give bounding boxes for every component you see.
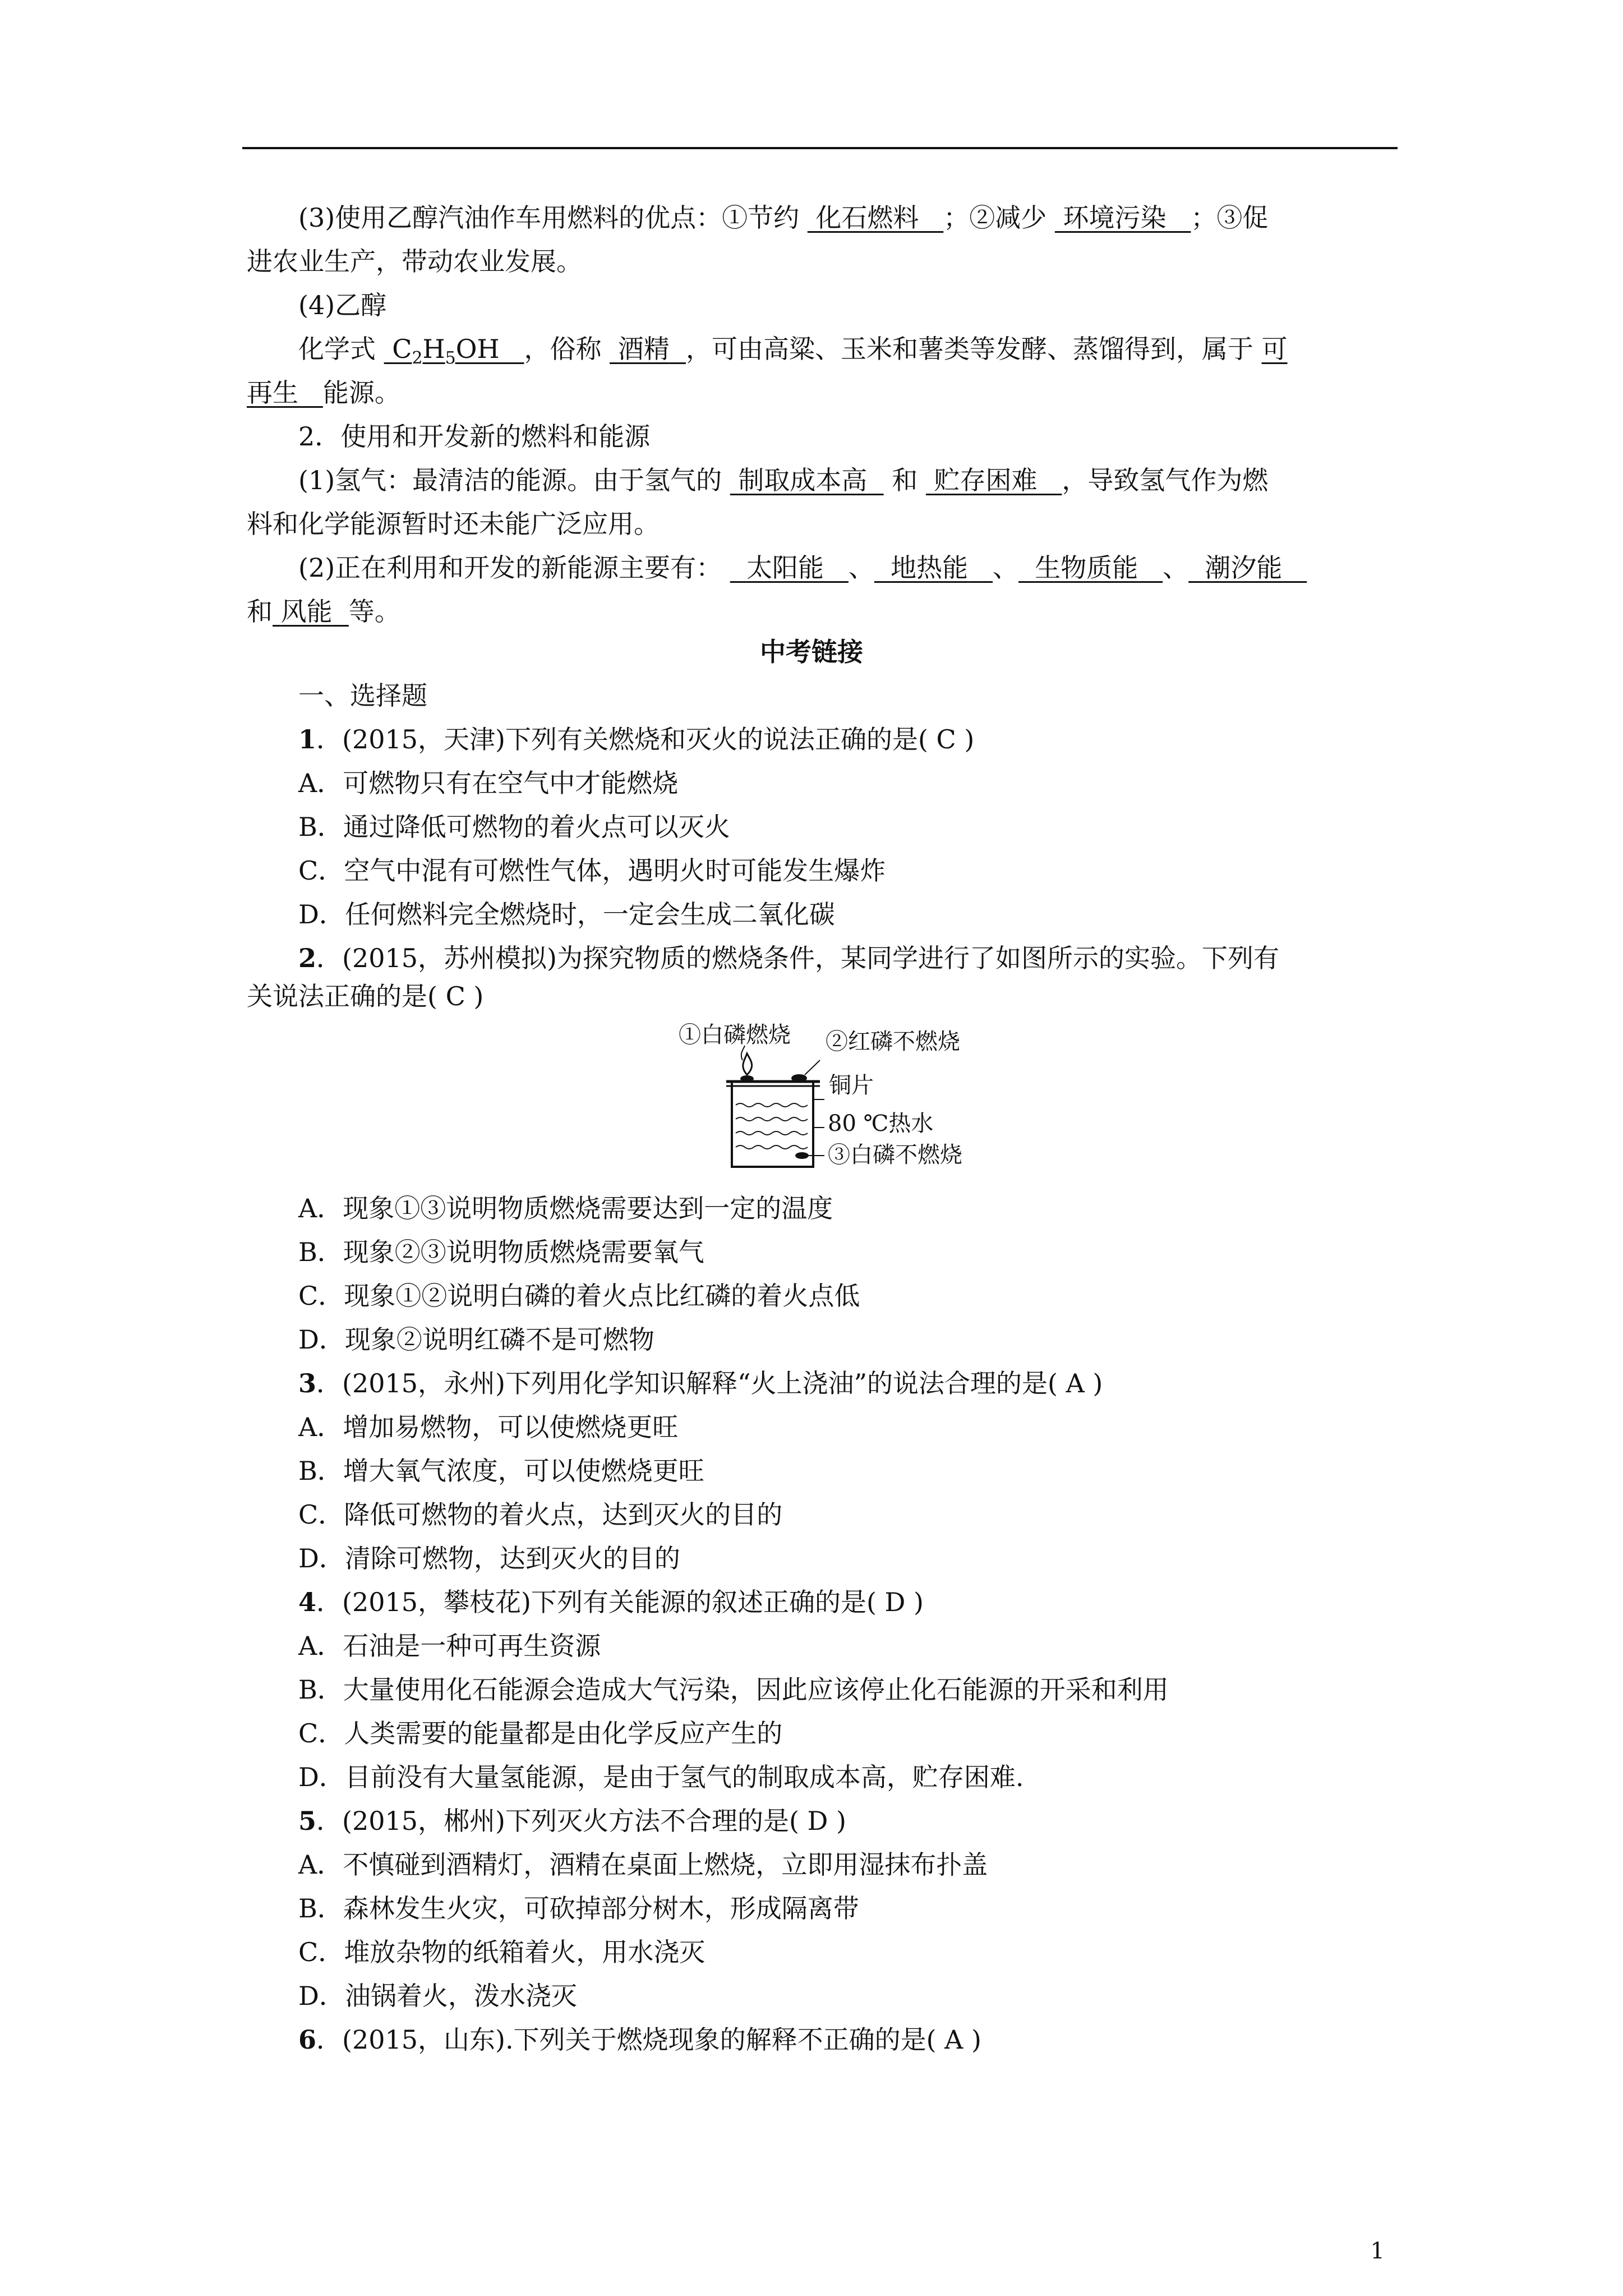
figure-label-copper-sheet: 铜片 [829, 1073, 874, 1098]
option-2c: C．现象①②说明白磷的着火点比红磷的着火点低 [298, 1281, 860, 1311]
answer-storage-difficulty: 贮存困难 [934, 465, 1038, 495]
question-text: ．(2015，苏州模拟)为探究物质的燃烧条件，某同学进行了如图所示的实验。下列有 [316, 943, 1279, 973]
answer-formula: $C_2H_5OH$ [384, 334, 524, 369]
option-2b: B．现象②③说明物质燃烧需要氧气 [298, 1237, 704, 1267]
question-5-stem [298, 1804, 846, 1838]
option-5b: B．森林发生火灾，可砍掉部分树木，形成隔离带 [298, 1893, 859, 1924]
ne-sep-3: 、 [1163, 553, 1189, 583]
option-5c: C．堆放杂物的纸箱着火，用水浇灭 [298, 1937, 706, 1967]
header-rule [242, 147, 1398, 149]
question-text: ．(2015，郴州)下列灭火方法不合理的是( D ) [316, 1806, 846, 1836]
h-mid: 和 [892, 465, 918, 495]
answer-wind: 风能 [280, 596, 333, 627]
figure-label-white-phosphorus-burns: ①白磷燃烧 [679, 1022, 791, 1048]
s3-post: ；③促 [1191, 203, 1269, 233]
option-5a: A．不慎碰到酒精灯，酒精在桌面上燃烧，立即用湿抹布扑盖 [298, 1849, 988, 1880]
ne-prefix: (2)正在利用和开发的新能源主要有： [298, 553, 722, 583]
question-text: ．(2015，山东).下列关于燃烧现象的解释不正确的是( A ) [316, 2024, 981, 2055]
question-text: ．(2015，天津)下列有关燃烧和灭火的说法正确的是( C ) [316, 724, 975, 754]
question-number: 3 [298, 1368, 317, 1398]
answer-alias: 酒精 [617, 334, 670, 364]
option-3d: D．清除可燃物，达到灭火的目的 [298, 1543, 680, 1573]
option-5d: D．油锅着火，泼水浇灭 [298, 1981, 577, 2011]
question-1-stem [298, 723, 974, 756]
option-4b: B．大量使用化石能源会造成大气污染，因此应该停止化石能源的开采和利用 [298, 1674, 1169, 1705]
line-s3 [298, 201, 1268, 234]
ne-sep-2: 、 [993, 553, 1019, 583]
figure-label-hot-water: 80 ℃热水 [828, 1111, 934, 1137]
option-4d: D．目前没有大量氢能源，是由于氢气的制取成本高，贮存困难. [298, 1762, 1024, 1792]
answer-solar: 太阳能 [746, 553, 824, 583]
option-3a: A．增加易燃物，可以使燃烧更旺 [298, 1412, 679, 1442]
section-2-title: 2．使用和开发新的燃料和能源 [298, 421, 651, 452]
experiment-figure [673, 1021, 1066, 1178]
option-4a: A．石油是一种可再生资源 [298, 1631, 601, 1661]
ne-sep-1: 、 [848, 553, 874, 583]
section-title: 中考链接 [760, 637, 863, 667]
s4-mid2: ，可由高粱、玉米和薯类等发酵、蒸馏得到，属于 [685, 334, 1253, 364]
answer-category-part1: 可 [1261, 334, 1288, 364]
option-2a: A．现象①③说明物质燃烧需要达到一定的温度 [298, 1193, 833, 1223]
s4-prefix: 化学式 [298, 334, 376, 364]
answer-tidal: 潮汐能 [1205, 553, 1283, 583]
h-post: ，导致氢气作为燃 [1062, 465, 1269, 495]
question-number: 6 [298, 2024, 317, 2055]
question-text: ．(2015，攀枝花)下列有关能源的叙述正确的是( D ) [316, 1587, 924, 1617]
s4-mid1: ，俗称 [524, 334, 602, 364]
question-4-stem [298, 1585, 924, 1619]
ne-post: 等。 [348, 596, 400, 627]
h-prefix: (1)氢气：最清洁的能源。由于氢气的 [298, 465, 722, 495]
question-2-stem [298, 941, 1279, 975]
s4-title: (4)乙醇 [298, 290, 387, 320]
s4-post: 能源。 [322, 378, 400, 408]
answer-high-cost: 制取成本高 [738, 465, 868, 495]
option-1d: D．任何燃料完全燃烧时，一定会生成二氧化碳 [298, 899, 835, 930]
option-1a: A．可燃物只有在空气中才能燃烧 [298, 768, 679, 798]
answer-fossil-fuel: 化石燃料 [815, 203, 919, 233]
part-1-title: 一、选择题 [298, 680, 427, 711]
option-3c: C．降低可燃物的着火点，达到灭火的目的 [298, 1499, 783, 1530]
option-1c: C．空气中混有可燃性气体，遇明火时可能发生爆炸 [298, 855, 886, 886]
ne-and: 和 [247, 596, 273, 627]
question-2-stem-cont: 关说法正确的是( C ) [247, 981, 484, 1011]
question-number: 2 [298, 943, 317, 973]
answer-geothermal: 地热能 [891, 553, 969, 583]
question-3-stem [298, 1366, 1103, 1400]
line-s4 [298, 332, 1288, 375]
option-4c: C．人类需要的能量都是由化学反应产生的 [298, 1718, 783, 1749]
s3-prefix: (3)使用乙醇汽油作车用燃料的优点：①节约 [298, 203, 800, 233]
line-s4-cont [247, 376, 400, 409]
page-number: 1 [1370, 2238, 1385, 2264]
question-text: ．(2015，永州)下列用化学知识解释“火上浇油”的说法合理的是( A ) [316, 1368, 1103, 1398]
option-3b: B．增大氧气浓度，可以使燃烧更旺 [298, 1456, 704, 1486]
line-new-energy-cont [247, 595, 400, 628]
answer-env-pollution: 环境污染 [1063, 203, 1166, 233]
question-number: 4 [298, 1587, 317, 1617]
line-hydrogen [298, 463, 1268, 497]
option-2d: D．现象②说明红磷不是可燃物 [298, 1324, 654, 1355]
figure-label-white-phosphorus-water: ③白磷不燃烧 [828, 1142, 962, 1168]
line-new-energy [298, 551, 1307, 585]
s3-mid: ；②减少 [943, 203, 1047, 233]
question-6-stem [298, 2023, 981, 2056]
answer-category-part2: 再生 [247, 378, 298, 408]
line-s3-cont: 进农业生产，带动农业发展。 [247, 246, 582, 277]
answer-biomass: 生物质能 [1035, 553, 1138, 583]
option-1b: B．通过降低可燃物的着火点可以灭火 [298, 812, 730, 842]
figure-label-red-phosphorus: ②红磷不燃烧 [826, 1029, 960, 1055]
question-number: 5 [298, 1806, 317, 1836]
line-hydrogen-cont: 料和化学能源暂时还未能广泛应用。 [247, 509, 660, 539]
question-number: 1 [298, 724, 317, 754]
